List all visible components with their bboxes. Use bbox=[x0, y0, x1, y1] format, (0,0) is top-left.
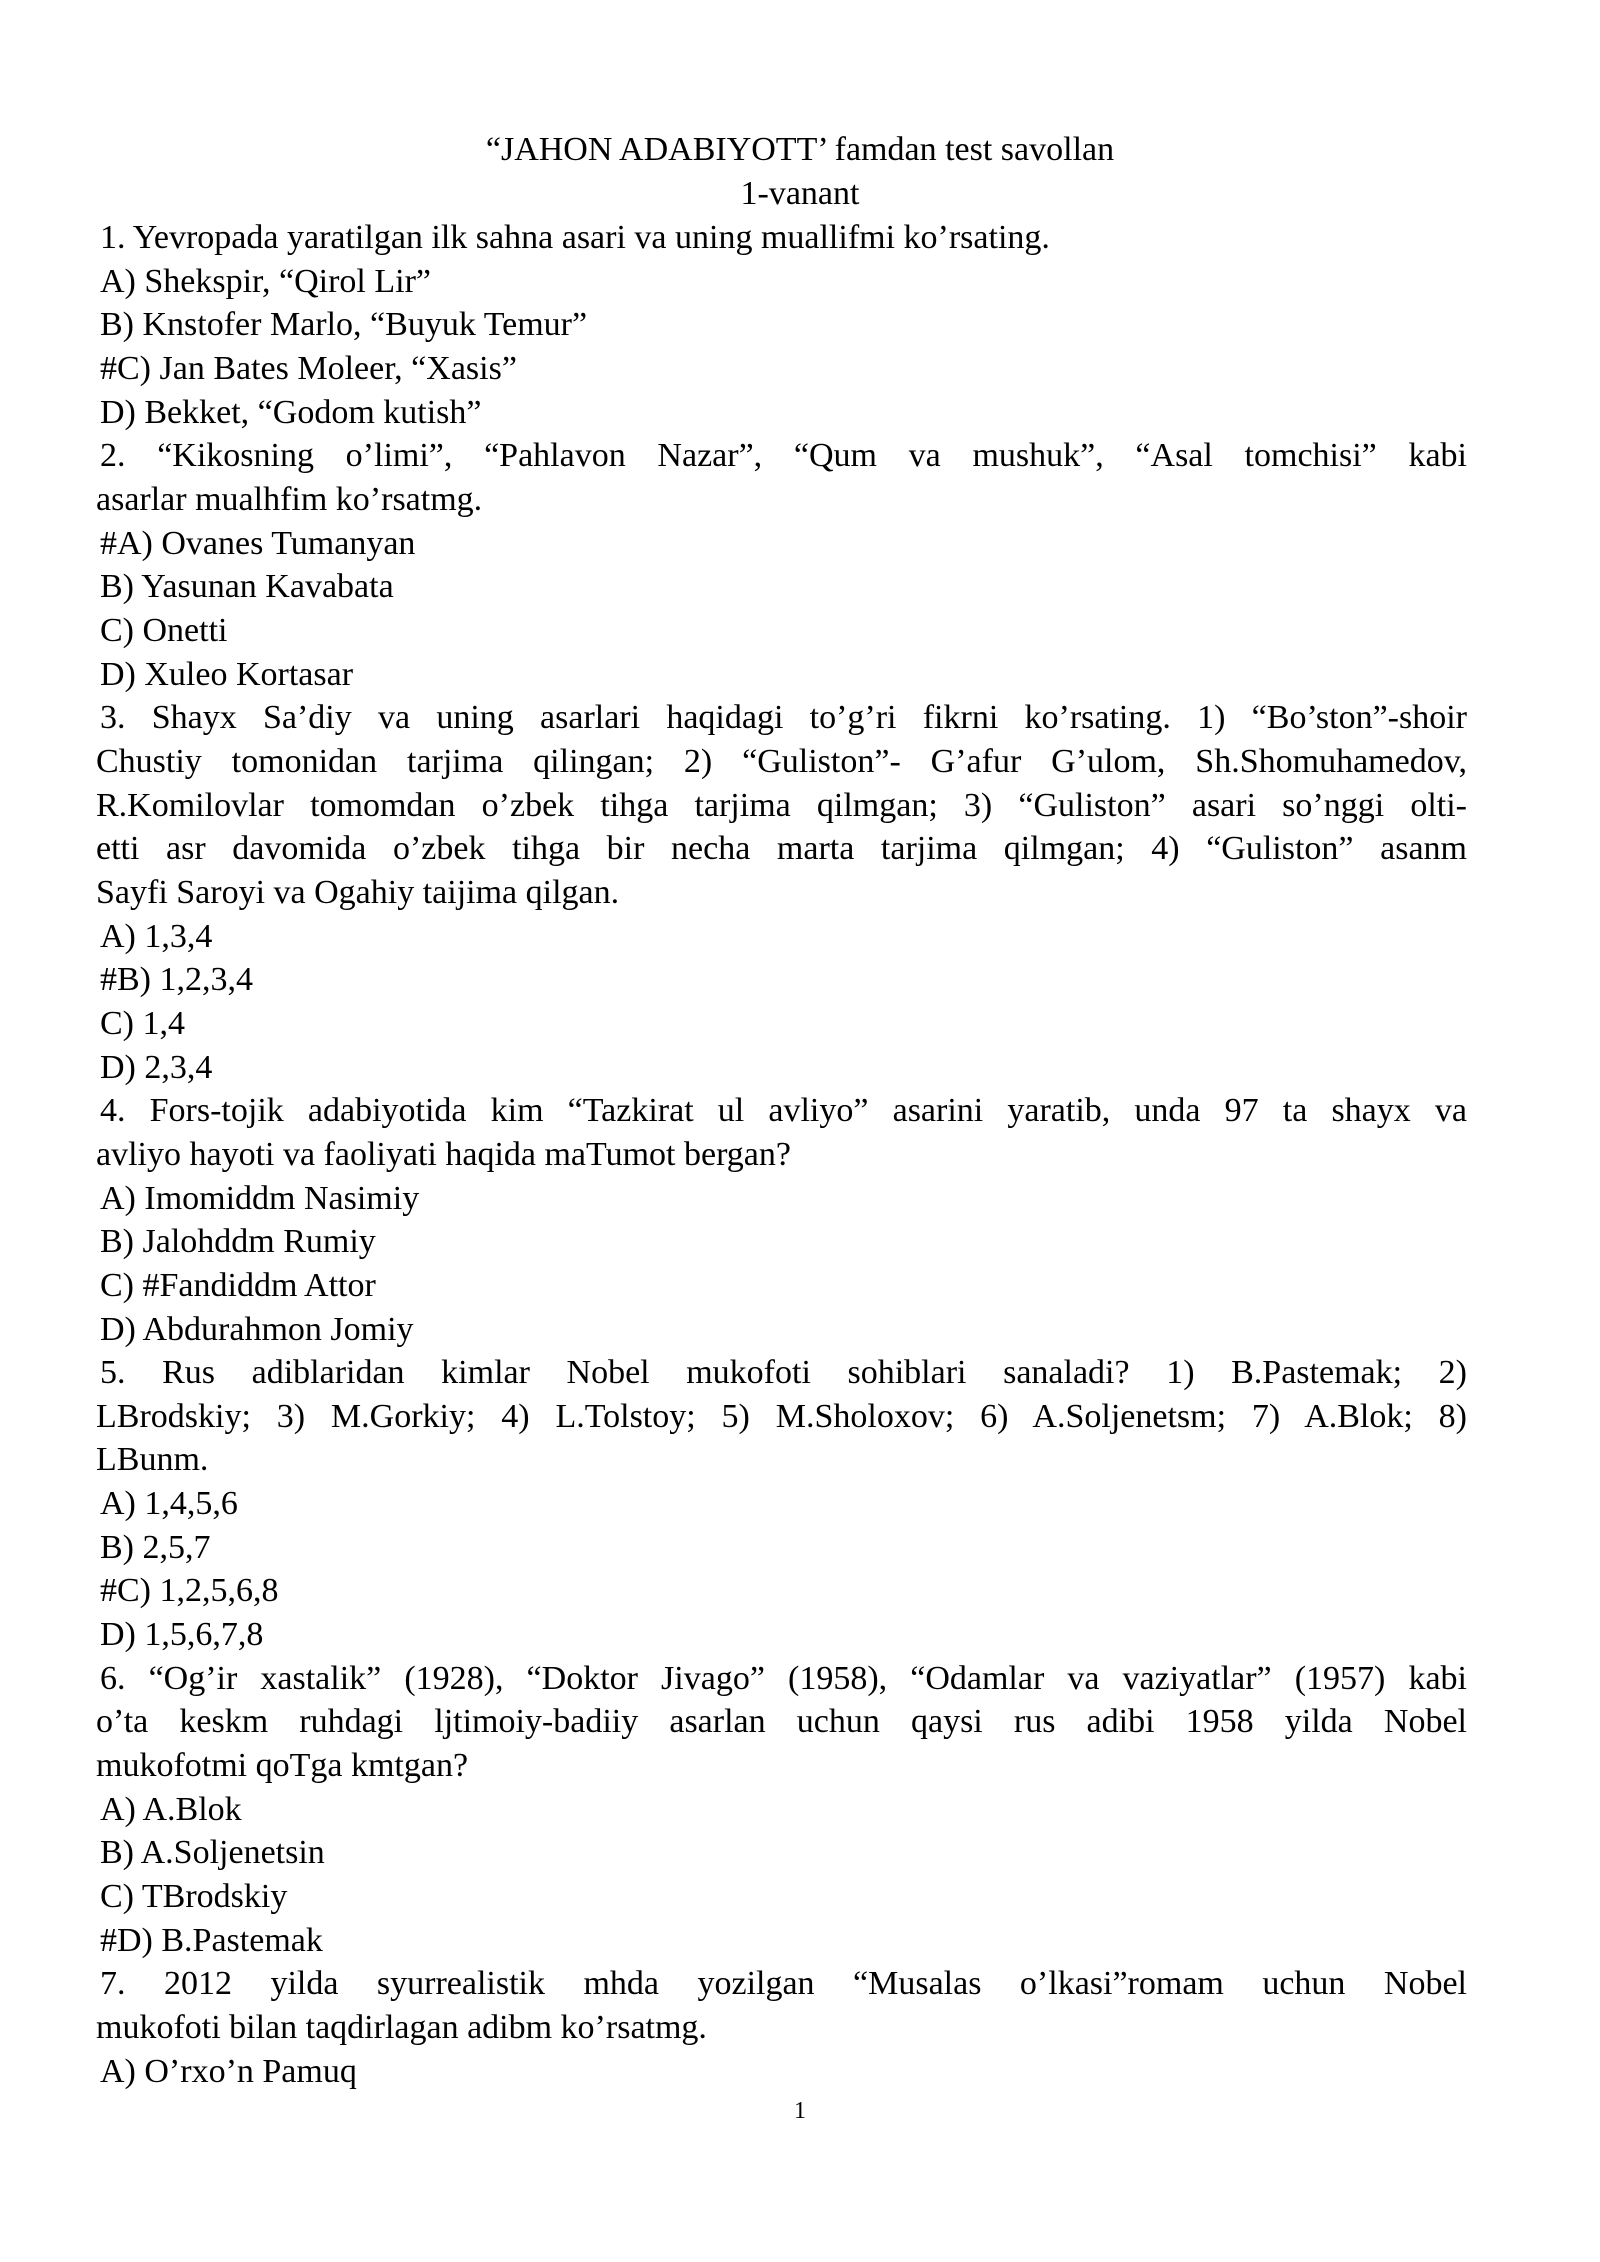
text-line: C) Onetti bbox=[100, 612, 228, 649]
text-line: B) A.Soljenetsin bbox=[100, 1834, 325, 1871]
text-line: 2. “Kikosning o’limi”, “Pahlavon Nazar”, “Qum va mushuk”, “Asal tomchisi” kabi bbox=[100, 437, 1467, 474]
text-line: A) 1,4,5,6 bbox=[100, 1485, 238, 1522]
text-line: C) TBrodskiy bbox=[100, 1878, 288, 1915]
page-number: 1 bbox=[794, 2098, 806, 2124]
text-line: mukofotmi qoTga kmtgan? bbox=[96, 1747, 469, 1784]
text-line: C) #Fandiddm Attor bbox=[100, 1267, 376, 1304]
text-line: 1. Yevropada yaratilgan ilk sahna asari va uning muallifmi ko’rsating. bbox=[100, 219, 1050, 256]
text-line: #A) Ovanes Tumanyan bbox=[100, 525, 416, 562]
text-line: mukofoti bilan taqdirlagan adibm ko’rsatmg. bbox=[96, 2009, 707, 2046]
text-line: 5. Rus adiblaridan kimlar Nobel mukofoti sohiblari sanaladi? 1) B.Pastemak; 2) bbox=[100, 1354, 1467, 1391]
text-line: B) Yasunan Kavabata bbox=[100, 568, 394, 605]
text-line: C) 1,4 bbox=[100, 1005, 185, 1042]
text-line: #B) 1,2,3,4 bbox=[100, 961, 253, 998]
text-line: 6. “Og’ir xastalik” (1928), “Doktor Jivago” (1958), “Odamlar va vaziyatlar” (1957) kabi bbox=[100, 1660, 1467, 1697]
text-line: A) Imomiddm Nasimiy bbox=[100, 1180, 420, 1217]
text-line: D) 1,5,6,7,8 bbox=[100, 1616, 264, 1653]
text-line: #C) Jan Bates Moleer, “Xasis” bbox=[100, 350, 517, 387]
text-line: A) Shekspir, “Qirol Lir” bbox=[100, 263, 432, 300]
text-line: LBrodskiy; 3) M.Gorkiy; 4) L.Tolstoy; 5) M.Sholoxov; 6) A.Soljenetsm; 7) A.Blok; 8) bbox=[96, 1398, 1467, 1435]
text-line: A) A.Blok bbox=[100, 1791, 242, 1828]
text-line: Sayfi Saroyi va Ogahiy taijima qilgan. bbox=[96, 874, 620, 911]
text-line: R.Komilovlar tomomdan o’zbek tihga tarjima qilmgan; 3) “Guliston” asari so’nggi olti- bbox=[96, 787, 1467, 824]
text-line: Chustiy tomonidan tarjima qilingan; 2) “Guliston”- G’afur G’ulom, Sh.Shomuhamedov, bbox=[96, 743, 1467, 780]
text-line: LBunm. bbox=[96, 1441, 209, 1478]
text-line: B) 2,5,7 bbox=[100, 1529, 211, 1566]
text-line: etti asr davomida o’zbek tihga bir necha marta tarjima qilmgan; 4) “Guliston” asanm bbox=[96, 830, 1467, 867]
text-line: avliyo hayoti va faoliyati haqida maTumot bergan? bbox=[96, 1136, 791, 1173]
text-line: #C) 1,2,5,6,8 bbox=[100, 1572, 279, 1609]
text-line: 4. Fors-tojik adabiyotida kim “Tazkirat ul avliyo” asarini yaratib, unda 97 ta shayx va bbox=[100, 1092, 1467, 1129]
text-line: B) Knstofer Marlo, “Buyuk Temur” bbox=[100, 306, 588, 343]
text-line: asarlar mualhfim ko’rsatmg. bbox=[96, 481, 483, 518]
text-line: D) Abdurahmon Jomiy bbox=[100, 1311, 414, 1348]
document-title: “JAHON ADABIYOTT’ famdan test savollan bbox=[485, 131, 1115, 168]
text-line: D) Xuleo Kortasar bbox=[100, 656, 354, 693]
text-line: 3. Shayx Sa’diy va uning asarlari haqidagi to’g’ri fikrni ko’rsating. 1) “Bo’ston”-shoir bbox=[100, 699, 1467, 736]
text-line: o’ta keskm ruhdagi ljtimoiy-badiiy asarlan uchun qaysi rus adibi 1958 yilda Nobel bbox=[96, 1703, 1467, 1740]
text-line: B) Jalohddm Rumiy bbox=[100, 1223, 376, 1260]
text-line: A) 1,3,4 bbox=[100, 918, 213, 955]
text-line: D) 2,3,4 bbox=[100, 1049, 213, 1086]
variant-label: 1-vanant bbox=[740, 175, 860, 212]
text-line: D) Bekket, “Godom kutish” bbox=[100, 394, 482, 431]
text-line: #D) B.Pastemak bbox=[100, 1922, 323, 1959]
text-line: 7. 2012 yilda syurrealistik mhda yozilgan “Musalas o’lkasi”romam uchun Nobel bbox=[100, 1965, 1467, 2002]
text-line: A) O’rxo’n Pamuq bbox=[100, 2053, 357, 2090]
